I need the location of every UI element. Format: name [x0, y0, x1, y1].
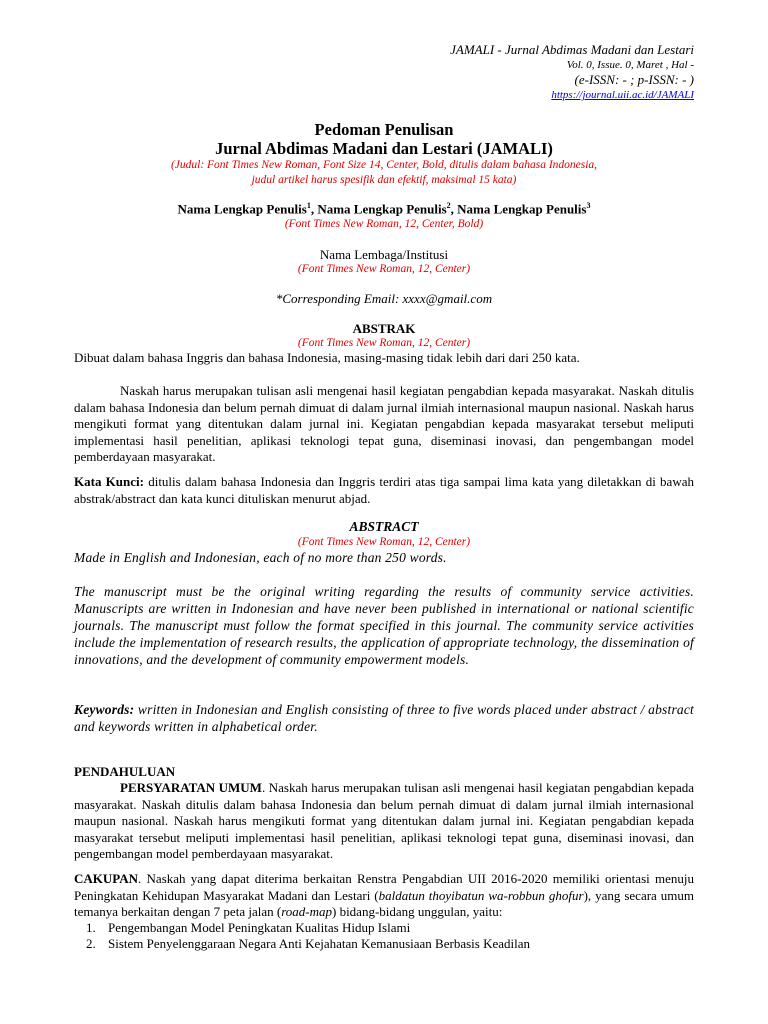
abstract-heading: ABSTRACT — [349, 519, 419, 534]
list-item — [86, 920, 410, 936]
journal-name: JAMALI - Jurnal Abdimas Madani dan Lestari — [450, 42, 694, 57]
author-note: (Font Times New Roman, 12, Center, Bold) — [284, 218, 484, 230]
keywords-paragraph — [74, 701, 694, 735]
abstract-lead: Made in English and Indonesian, each of no more than 250 words. — [74, 550, 447, 565]
list-text: Pengembangan Model Peningkatan Kualitas Hidup Islami — [108, 920, 411, 935]
author-name-1: Nama Lengkap Penulis — [177, 201, 307, 217]
author-separator: , — [450, 201, 458, 217]
abstrak-body: Naskah harus merupakan tulisan asli mengenai hasil kegiatan pengabdian kepada masyarakat. Naskah ditulis dalam bahasa Indonesia dan belum pernah dimuat di dalam jurnal ilmiah internasional maupun nasional. Naskah harus mengikuti format yang ditentukan dalam jurnal ini. Kegiatan pengabdian kepada masyarakat tersebut meliputi implementasi hasil penelitian, aplikasi teknologi tepat guna, diseminasi inovasi, dan pengembangan model pemberdayaan masyarakat. — [74, 383, 694, 464]
title-note-1: (Judul: Font Times New Roman, Font Size 14, Center, Bold, ditulis dalam bahasa Indonesia, — [170, 159, 598, 171]
persyaratan-paragraph — [74, 780, 694, 863]
abstrak-lead: Dibuat dalam bahasa Inggris dan bahasa Indonesia, masing-masing tidak lebih dari dari 250 kata. — [74, 350, 580, 365]
title-note-2: judul artikel harus spesifik dan efektif, maksimal 15 kata) — [251, 174, 517, 186]
author-name-2: Nama Lengkap Penulis — [317, 201, 447, 217]
pendahuluan-heading: PENDAHULUAN — [74, 764, 176, 779]
cakupan-text-italic-2: road-map — [281, 904, 332, 919]
cakupan-text-a: . Naskah yang dapat diterima berkaitan Renstra Pengabdian UII 2016-2020 memiliki orientasi menuju Peningkatan Kehidupan Masyarakat Madani dan Lestari ( — [74, 871, 694, 903]
list-item — [86, 936, 530, 952]
kata-kunci-paragraph — [74, 474, 694, 507]
persyaratan-text: . Naskah harus merupakan tulisan asli mengenai hasil kegiatan pengabdian kepada masyarakat. Naskah ditulis dalam bahasa Indonesia dan belum pernah dimuat di dalam jurnal ilmiah internasional maupun nasional. Naskah harus mengikuti format yang ditentukan dalam jurnal ini. Kegiatan pengabdian kepada masyarakat tersebut meliputi implementasi hasil penelitian, aplikasi teknologi tepat guna, diseminasi inovasi, dan pengembangan model pemberdayaan masyarakat. — [74, 780, 694, 861]
kata-kunci-text: ditulis dalam bahasa Indonesia dan Inggris terdiri atas tiga sampai lima kata yang diletakkan di bawah abstrak/abstract dan kata kunci dituliskan menurut abjad. — [74, 474, 694, 506]
abstract-body: The manuscript must be the original writing regarding the results of community service activities. Manuscripts are written in Indonesian and have never been published in international or national scientific journals. The manuscript must follow the format specified in this journal. The community service activities include the implementation of research results, the application of appropriate technology, the dissemination of innovations, and the development of community empowerment models. — [74, 584, 694, 667]
author-name-3: Nama Lengkap Penulis — [457, 201, 587, 217]
keywords-label: Keywords: — [74, 702, 135, 717]
author-sup-3: 3 — [586, 201, 591, 210]
list-number: 1. — [86, 920, 96, 935]
author-sup-1: 1 — [306, 201, 311, 210]
title-line-2: Jurnal Abdimas Madani dan Lestari (JAMALI) — [215, 139, 553, 158]
author-sup-2: 2 — [446, 201, 451, 210]
author-separator: , — [310, 201, 318, 217]
kata-kunci-label: Kata Kunci: — [74, 474, 144, 489]
institution-name: Nama Lembaga/Institusi — [319, 247, 449, 262]
list-number: 2. — [86, 936, 96, 951]
cakupan-text-c: ), yang secara umum temanya berkaitan dengan 7 peta jalan ( — [74, 887, 694, 919]
abstrak-note: (Font Times New Roman, 12, Center) — [297, 337, 471, 349]
keywords-text: written in Indonesian and English consisting of three to five words placed under abstract / abstract and keywords written in alphabetical order. — [74, 702, 694, 734]
corresponding-email: *Corresponding Email: xxxx@gmail.com — [275, 291, 493, 306]
list-text: Sistem Penyelenggaraan Negara Anti Kejahatan Kemanusiaan Berbasis Keadilan — [108, 936, 530, 951]
journal-volume: Vol. 0, Issue. 0, Maret , Hal - — [566, 59, 694, 71]
abstract-note: (Font Times New Roman, 12, Center) — [297, 536, 471, 548]
journal-issn: (e-ISSN: - ; p-ISSN: - ) — [574, 72, 694, 87]
cakupan-text-e: ) bidang-bidang unggulan, yaitu: — [331, 904, 503, 919]
author-list — [74, 201, 694, 217]
persyaratan-label: PERSYARATAN UMUM — [120, 780, 262, 795]
institution-note: (Font Times New Roman, 12, Center) — [297, 263, 471, 275]
abstrak-heading: ABSTRAK — [352, 321, 416, 336]
cakupan-text-italic-1: baldatun thoyibatun wa-robbun ghofur — [378, 887, 584, 903]
cakupan-label: CAKUPAN — [74, 871, 139, 886]
cakupan-paragraph — [74, 871, 694, 921]
title-line-1: Pedoman Penulisan — [314, 120, 454, 139]
journal-url-link[interactable]: https://journal.uii.ac.id/JAMALI — [551, 89, 694, 101]
